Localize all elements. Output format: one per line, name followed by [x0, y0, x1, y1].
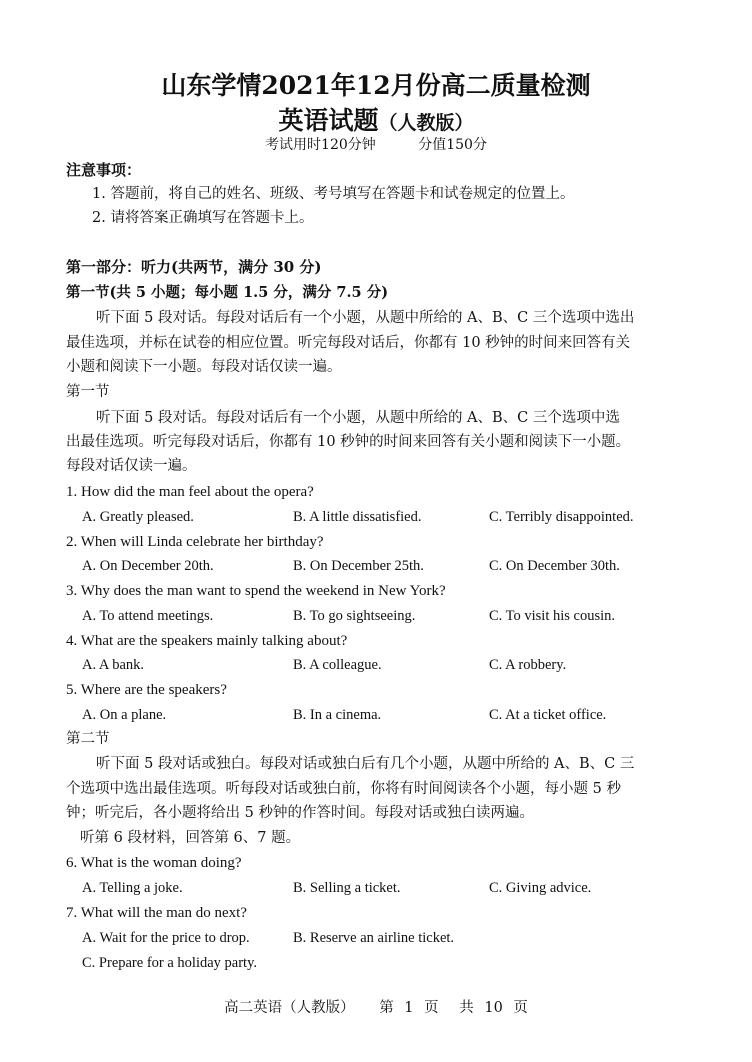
notice-item-1: 1. 答题前，将自己的姓名、班级、考号填写在答题卡和试卷规定的位置上。	[92, 186, 575, 202]
section2-instruction-line1: 听下面 5 段对话或独白。每段对话或独白后有几个小题，从题中所给的 A、B、C 三	[96, 756, 635, 772]
question-1: 1. How did the man feel about the opera?	[66, 484, 314, 500]
section1-heading: 第一节(共 5 小题；每小题 1.5 分，满分 7.5 分)	[66, 284, 389, 301]
q6-option-c: C. Giving advice.	[489, 880, 592, 896]
q4-option-a: A. A bank.	[82, 657, 145, 673]
q1-option-c: C. Terribly disappointed.	[489, 509, 634, 525]
q3-option-a: A. To attend meetings.	[82, 608, 214, 624]
part1-heading: 第一部分：听力(共两节，满分 30 分)	[66, 258, 322, 276]
section1-instruction2-line2: 出最佳选项。听完每段对话后，你都有 10 秒钟的时间来回答有关小题和阅读下一小题。	[66, 434, 631, 450]
question-3: 3. Why does the man want to spend the weekend in New York?	[66, 583, 446, 599]
section2-instruction-line2: 个选项中选出最佳选项。听每段对话或独白前，你将有时间阅读各个小题，每小题 5 秒	[66, 781, 621, 797]
section1-instruction-line1: 听下面 5 段对话。每段对话后有一个小题，从题中所给的 A、B、C 三个选项中选出	[96, 310, 635, 326]
section1-instruction-line2: 最佳选项，并标在试卷的相应位置。听完每段对话后，你都有 10 秒钟的时间来回答有关	[66, 335, 631, 351]
exam-title: 山东学情2021年12月份高二质量检测	[161, 71, 591, 100]
q5-option-c: C. At a ticket office.	[489, 707, 607, 723]
q4-option-c: C. A robbery.	[489, 657, 567, 673]
footer-subject: 高二英语（人教版）	[224, 1000, 355, 1016]
q5-option-b: B. In a cinema.	[293, 707, 382, 723]
q1-option-b: B. A little dissatisfied.	[293, 509, 422, 525]
q5-option-a: A. On a plane.	[82, 707, 167, 723]
q2-option-b: B. On December 25th.	[293, 558, 424, 574]
q2-option-a: A. On December 20th.	[82, 558, 214, 574]
q7-option-c: C. Prepare for a holiday party.	[82, 955, 258, 971]
q1-option-a: A. Greatly pleased.	[82, 509, 194, 525]
subject-title: 英语试题	[278, 106, 379, 135]
section2-label: 第二节	[66, 731, 110, 747]
edition-label: （人教版）	[378, 112, 474, 134]
q6-option-a: A. Telling a joke.	[82, 880, 183, 896]
q6-option-b: B. Selling a ticket.	[293, 880, 401, 896]
section1-label: 第一节	[66, 384, 110, 400]
question-2: 2. When will Linda celebrate her birthday?	[66, 534, 324, 550]
material-note: 听第 6 段材料，回答第 6、7 题。	[80, 830, 301, 846]
page-footer	[0, 996, 752, 1017]
notice-item-2: 2. 请将答案正确填写在答题卡上。	[92, 210, 314, 226]
q4-option-b: B. A colleague.	[293, 657, 382, 673]
question-4: 4. What are the speakers mainly talking about?	[66, 633, 348, 649]
q3-option-b: B. To go sightseeing.	[293, 608, 416, 624]
section2-instruction-line3: 钟；听完后，各小题将给出 5 秒钟的作答时间。每段对话或独白读两遍。	[66, 805, 534, 821]
exam-meta	[0, 134, 752, 154]
exam-time: 考试用时120分钟	[265, 137, 376, 153]
q2-option-c: C. On December 30th.	[489, 558, 620, 574]
question-7: 7. What will the man do next?	[66, 905, 247, 921]
question-6: 6. What is the woman doing?	[66, 855, 242, 871]
exam-score: 分值150分	[418, 137, 487, 153]
section1-instruction2-line1: 听下面 5 段对话。每段对话后有一个小题，从题中所给的 A、B、C 三个选项中选	[96, 410, 620, 426]
notice-heading: 注意事项：	[66, 161, 142, 179]
footer-page-number: 第 1 页	[379, 1000, 439, 1016]
section1-instruction-line3: 小题和阅读下一小题。每段对话仅读一遍。	[66, 359, 342, 375]
question-5: 5. Where are the speakers?	[66, 682, 227, 698]
footer-total-pages: 共 10 页	[459, 1000, 528, 1016]
exam-subtitle	[0, 101, 752, 137]
q3-option-c: C. To visit his cousin.	[489, 608, 616, 624]
q7-option-a: A. Wait for the price to drop.	[82, 930, 250, 946]
q7-option-b: B. Reserve an airline ticket.	[293, 930, 455, 946]
section1-instruction2-line3: 每段对话仅读一遍。	[66, 458, 197, 474]
